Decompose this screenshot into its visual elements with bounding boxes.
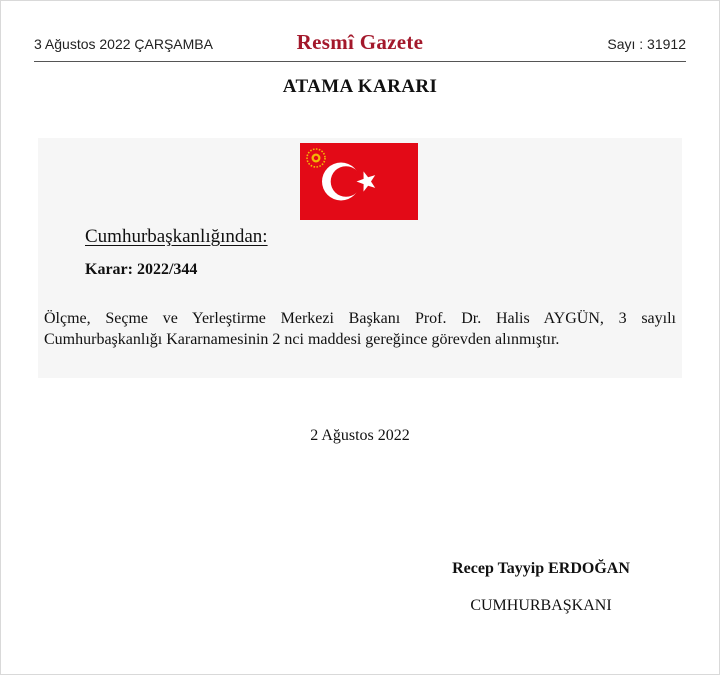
decision-body: Ölçme, Seçme ve Yerleştirme Merkezi Başkanı Prof. Dr. Halis AYGÜN, 3 sayılı Cumhurbaşkanlığı Kararnamesinin 2 nci maddesi gereğince görevden alınmıştır. xyxy=(44,310,676,348)
header-divider xyxy=(34,61,686,62)
signer-title: CUMHURBAŞKANI xyxy=(470,597,612,614)
header-date: 3 Ağustos 2022 ÇARŞAMBA xyxy=(34,36,213,52)
issuing-authority: Cumhurbaşkanlığından: xyxy=(85,226,268,247)
gazette-title: Resmî Gazete xyxy=(296,30,424,54)
gazette-header xyxy=(34,30,686,60)
signer-name: Recep Tayyip ERDOĞAN xyxy=(452,560,630,577)
decision-title: ATAMA KARARI xyxy=(282,76,438,97)
issue-number: Sayı : 31912 xyxy=(607,36,686,52)
turkish-flag-icon xyxy=(300,143,418,220)
decision-number: Karar: 2022/344 xyxy=(85,261,198,278)
decision-date: 2 Ağustos 2022 xyxy=(310,427,410,444)
